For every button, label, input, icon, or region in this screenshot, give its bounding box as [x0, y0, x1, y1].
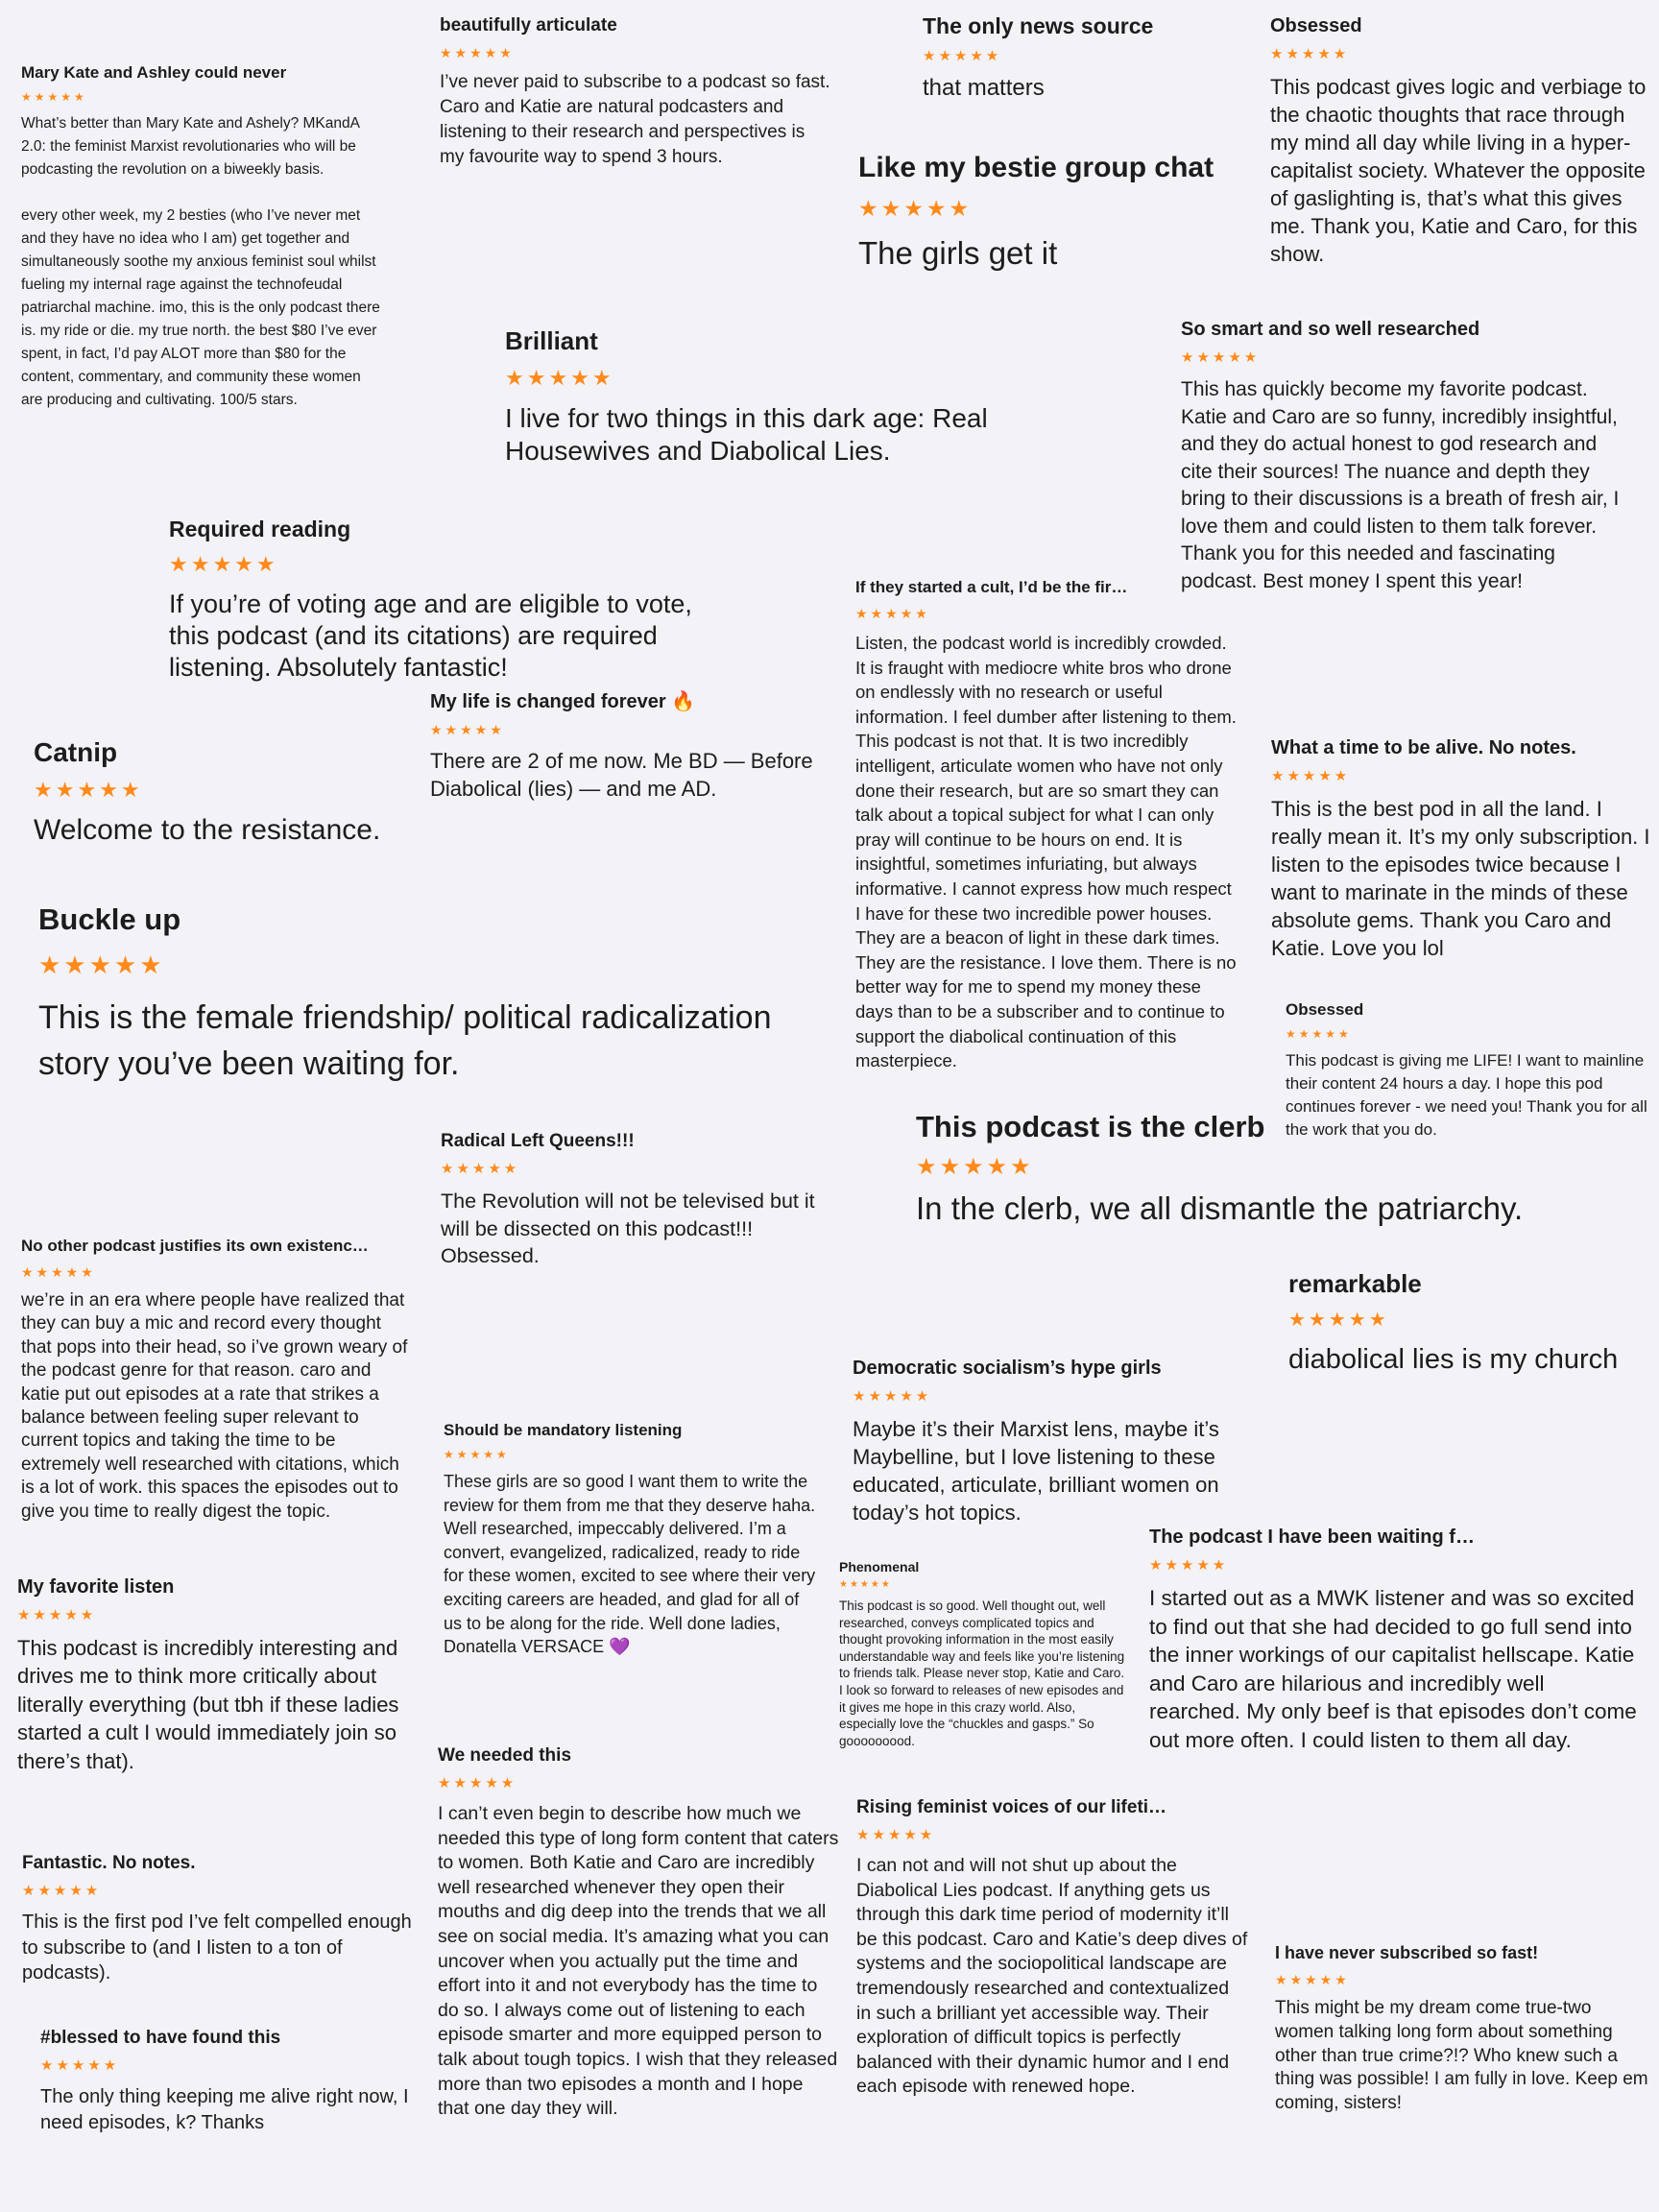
star-rating: ★★★★★ [34, 778, 143, 802]
review-title: Like my bestie group chat [858, 152, 1214, 183]
review-card [33, 897, 830, 1108]
review-body: This might be my dream come true-two women talking long form about something other than true crime?!? Who knew such a thing was possible! I am fully in love. Keep em coming, sisters! [1275, 1998, 1648, 2114]
review-title: I have never subscribed so fast! [1275, 1943, 1539, 1962]
review-card [1269, 1937, 1659, 2129]
review-title: #blessed to have found this [40, 2028, 281, 2048]
review-body: I can not and will not shut up about the Diabolical Lies podcast. If anything gets us through this dark time period of modernity it’ll be this podcast. Caro and Katie’s deep dives of systems and the sociopolitical landscape are tremendously researched and contextualized in such a brilliant yet accessible way. Their exploration of difficult topics is perfectly balanced with their dynamic humor and I end each episode with renewed hope. [856, 1855, 1248, 2098]
review-title: We needed this [438, 1745, 572, 1766]
review-body: The Revolution will not be televised but it will be dissected on this podcast!!! Obsessed. [441, 1190, 815, 1267]
review-body: Welcome to the resistance. [34, 814, 381, 846]
star-rating: ★★★★★ [839, 1579, 892, 1590]
review-title: Buckle up [38, 902, 181, 936]
star-rating: ★★★★★ [1149, 1557, 1229, 1574]
review-body: The girls get it [858, 235, 1058, 271]
star-rating: ★★★★★ [923, 48, 1002, 64]
review-body: I started out as a MWK listener and was so excited to find out that she had decided to go full send into the inner workings of our capitalist hellscape. Katie and Caro are hilarious and incredibly well rearched. My only beef is that episodes don’t come out more often. I could listen to them all day. [1149, 1586, 1637, 1752]
review-title: The only news source [923, 13, 1154, 38]
star-rating: ★★★★★ [858, 196, 973, 221]
review-title: If they started a cult, I’d be the fir… [855, 578, 1128, 596]
review-title: Rising feminist voices of our lifeti… [856, 1797, 1167, 1817]
review-body: This podcast is giving me LIFE! I want to mainline their content 24 hours a day. I hope this pod continues forever - we need you! Thank you for all the work that you do. [1286, 1051, 1647, 1139]
review-card [432, 1740, 845, 2152]
star-rating: ★★★★★ [169, 552, 278, 576]
review-card [35, 2022, 428, 2147]
review-body: diabolical lies is my church [1288, 1344, 1619, 1375]
review-card [1283, 1263, 1659, 1398]
review-title: No other podcast justifies its own existenc… [21, 1237, 369, 1255]
review-body: This is the female friendship/ political radicalization story you’ve been waiting for. [38, 999, 772, 1082]
review-card [28, 732, 431, 866]
star-rating: ★★★★★ [916, 1154, 1034, 1180]
star-rating: ★★★★★ [438, 1775, 517, 1791]
review-card [850, 572, 1243, 1100]
review-card [833, 1553, 1131, 1774]
review-card [499, 321, 1037, 484]
review-title: Catnip [34, 737, 118, 767]
star-rating: ★★★★★ [441, 1161, 520, 1177]
review-body: This has quickly become my favorite podcast. Katie and Caro are so funny, incredibly insightful, and they do actual honest to god research and cite their sources! The nuance and depth they bring to their discussions is a breath of fresh air, I love them and could listen to them talk forever. Thank you for this needed and fascinating podcast. Best money I spent this year! [1181, 378, 1620, 592]
star-rating: ★★★★★ [38, 950, 165, 979]
review-title: So smart and so well researched [1181, 319, 1480, 340]
review-card [438, 1415, 822, 1694]
star-rating: ★★★★★ [1275, 1972, 1350, 1987]
review-title: Obsessed [1270, 15, 1362, 36]
review-body: In the clerb, we all dismantle the patriarchy. [916, 1190, 1524, 1226]
review-body: If you’re of voting age and are eligible to vote, this podcast (and its citations) are required listening. Absolutely fantastic! [169, 589, 692, 682]
review-card [1143, 1521, 1643, 1799]
review-body: Maybe it’s their Marxist lens, maybe it’s Maybelline, but I love listening to these educated, articulate, brilliant women on today’s hot topics. [853, 1417, 1219, 1525]
review-body: I’ve never paid to subscribe to a podcast so fast. Caro and Katie are natural podcasters and listening to their research and perspectives is my favourite way to spend 3 hours. [440, 72, 830, 167]
star-rating: ★★★★★ [1288, 1310, 1389, 1331]
star-rating: ★★★★★ [856, 1827, 936, 1843]
review-title: Radical Left Queens!!! [441, 1131, 635, 1151]
review-card [853, 146, 1256, 300]
review-title: What a time to be alive. No notes. [1271, 737, 1576, 758]
review-card [1265, 732, 1659, 972]
review-body: This podcast gives logic and verbiage to the chaotic thoughts that race through my mind all day while living in a hyper-capitalist society. Whatever the opposite of gaslighting is, that’s what this gives me. Thank you, Katie and Caro, for this show. [1270, 75, 1647, 266]
review-title: Should be mandatory listening [444, 1421, 683, 1439]
review-body: we’re in an era where people have realized that they can buy a mic and record every thought that pops into their head, so i’ve grown weary of the podcast genre for that reason. caro and katie put out episodes at a rate that strikes a balance between feeling super relevant to current topics and taking the time to be extremely well researched with citations, which is a lot of work. this spaces the episodes out to give you time to really digest the topic. [21, 1290, 408, 1522]
review-title: Required reading [169, 517, 351, 541]
review-body: This is the best pod in all the land. I really mean it. It’s my only subscription. I listen to the episodes twice because I want to marinate in the minds of these absolute gems. Thank you Caro and Katie. Love you lol [1271, 797, 1650, 960]
review-card [917, 8, 1234, 123]
star-rating: ★★★★★ [1270, 46, 1350, 62]
review-title: This podcast is the clerb [916, 1110, 1265, 1143]
review-title: My favorite listen [17, 1576, 175, 1598]
star-rating: ★★★★★ [505, 366, 614, 390]
review-card [910, 1104, 1640, 1258]
review-body: This is the first pod I’ve felt compelled enough to subscribe to (and I listen to a ton of podcasts). [22, 1911, 412, 1984]
review-title: Brilliant [505, 326, 598, 355]
review-body: that matters [923, 75, 1045, 101]
review-body: These girls are so good I want them to write the review for them from me that they deserve haha. Well researched, impeccably delivered. I’m a convert, evangelized, radicalized, ready to ride for these women, excited to see where their very exciting careers are headed, and glad for all of us to be along for the ride. Well done ladies, Donatella VERSACE 💜 [444, 1472, 816, 1657]
review-title: Mary Kate and Ashley could never [21, 63, 287, 82]
review-card [434, 10, 837, 211]
review-body: I live for two things in this dark age: Real Housewives and Diabolical Lies. [505, 403, 988, 466]
review-card [847, 1352, 1240, 1544]
review-title: Obsessed [1286, 1000, 1364, 1019]
review-body: The only thing keeping me alive right now, I need episodes, k? Thanks [40, 2086, 409, 2133]
review-title: Phenomenal [839, 1559, 920, 1575]
review-card [435, 1125, 838, 1279]
review-title: My life is changed forever 🔥 [430, 691, 696, 712]
review-card [16, 1847, 429, 1991]
review-card [15, 58, 390, 499]
review-title: Democratic socialism’s hype girls [853, 1358, 1162, 1379]
star-rating: ★★★★★ [17, 1607, 97, 1623]
review-card [1264, 10, 1659, 288]
star-rating: ★★★★★ [855, 606, 930, 621]
review-card [15, 1231, 419, 1567]
review-card [424, 684, 828, 808]
star-rating: ★★★★★ [21, 90, 87, 104]
review-body: Listen, the podcast world is incredibly crowded. It is fraught with mediocre white bros who drone on endlessly with no research or useful information. I feel dumber after listening to them. This podcast is not that. It is two incredibly intelligent, articulate women who have not only done their research, but are so smart they can talk about a topical subject for what I can only pray will continue to be hours on end. It is insightful, sometimes infuriating, but always informative. I cannot express how much respect I have for these two incredible power houses. They are a beacon of light in these dark times. They are the resistance. I love them. There is no better way for me to spend my money these days than to be a subscriber and to continue to support the diabolical continuation of this masterpiece. [855, 633, 1237, 1071]
star-rating: ★★★★★ [1271, 768, 1351, 784]
review-body: There are 2 of me now. Me BD — Before Diabolical (lies) — and me AD. [430, 749, 813, 801]
review-title: Fantastic. No notes. [22, 1853, 196, 1873]
star-rating: ★★★★★ [1181, 349, 1261, 366]
review-body: I can’t even begin to describe how much we needed this type of long form content that caters to women. Both Katie and Caro are incredibly well researched whenever they open their mouths and dig deep into the trends that we all see on social media. It’s amazing what you can uncover when you actually put the time and effort into it and not everybody has the time to do so. I always come out of listening to each episode smarter and more equipped person to talk about tough topics. I wish that they released more than two episodes a month and I hope that one day they will. [438, 1803, 839, 2120]
star-rating: ★★★★★ [853, 1388, 932, 1405]
review-card [851, 1791, 1254, 2118]
review-body: This podcast is incredibly interesting and drives me to think more critically about literally everything (but tbh if these ladies started a cult I would immediately join so there’s that). [17, 1636, 399, 1773]
star-rating: ★★★★★ [21, 1264, 96, 1280]
star-rating: ★★★★★ [1286, 1027, 1352, 1041]
review-title: The podcast I have been waiting f… [1149, 1527, 1475, 1548]
star-rating: ★★★★★ [444, 1448, 510, 1461]
star-rating: ★★★★★ [430, 722, 505, 737]
review-title: remarkable [1288, 1269, 1422, 1298]
review-card [1175, 313, 1636, 620]
review-body: What’s better than Mary Kate and Ashely? MKandA 2.0: the feminist Marxist revolutionaries who will be podcasting the revolution on a biweekly basis. every other week, my 2 besties (who I’ve never met and they have no idea who I am) get together and simultaneously soothe my anxious feminist soul whilst fueling my internal rage against the technofeudal patriarchal machine. imo, this is the only podcast there is. my ride or die. my true north. the best $80 I’ve ever spent, in fact, I’d pay ALOT more than $80 for the content, commentary, and community these women are producing and cultivating. 100/5 stars. [21, 115, 380, 408]
review-title: beautifully articulate [440, 15, 617, 36]
review-body: This podcast is so good. Well thought out, well researched, conveys complicated topics and thought provoking information in the most easily understandable way and feels like you’re listening to friends talk. Please never stop, Katie and Caro. I look so forward to releases of new episodes and it gives me hope in this crazy world. Also, especially love the “chuckles and gasps.” So gooooooood. [839, 1599, 1125, 1748]
star-rating: ★★★★★ [22, 1883, 102, 1899]
review-card [163, 511, 720, 684]
star-rating: ★★★★★ [440, 45, 515, 60]
review-card [12, 1571, 424, 1782]
star-rating: ★★★★★ [40, 2057, 120, 2074]
